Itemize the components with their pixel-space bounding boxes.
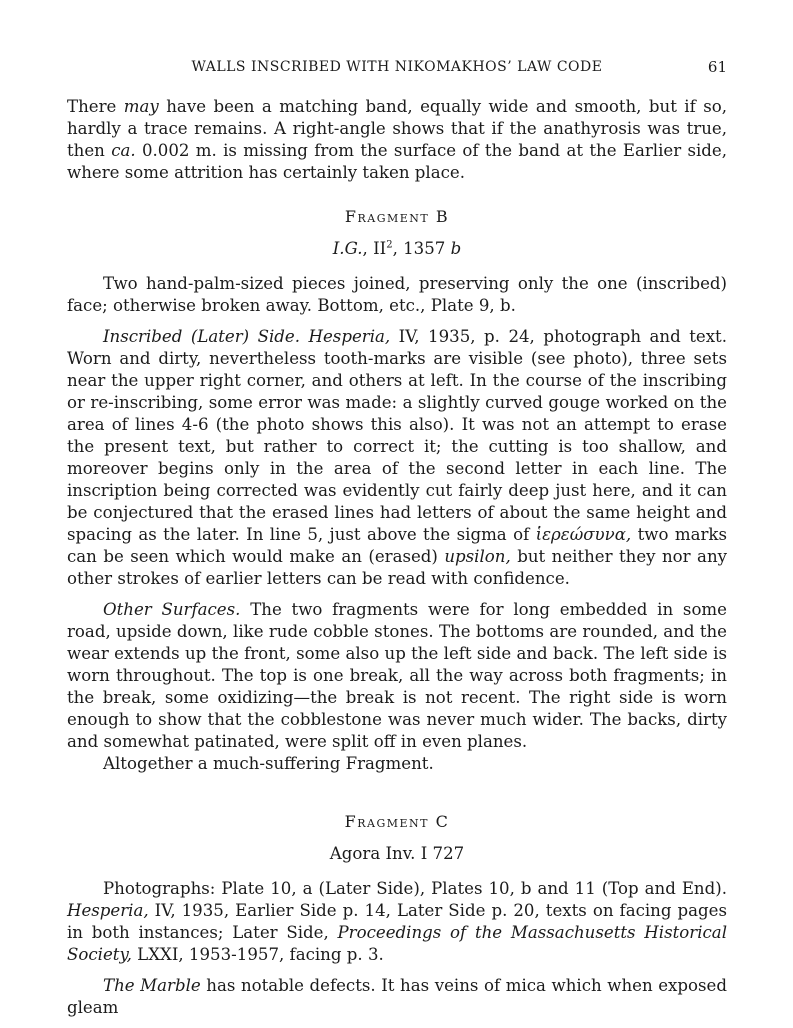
- fragment-b-reference: [67, 238, 727, 260]
- text-run: two marks can be seen which would make an (erased): [67, 525, 728, 566]
- ig-letter: b: [450, 239, 462, 258]
- emphasis-ca: ca.: [111, 141, 136, 160]
- text-run: have been a matching band, equally wide and smooth, but if so, hardly a trace remains. A right-angle shows that if the anathyrosis was true, then: [67, 97, 727, 160]
- running-title: WALLS INSCRIBED WITH NIKOMAKHOS’ LAW CODE: [191, 59, 603, 75]
- ig-abbrev: I.G.: [332, 239, 363, 258]
- ig-number: , 1357: [392, 239, 451, 258]
- fragment-c-reference: Agora Inv. I 727: [329, 844, 465, 863]
- section-lead: The Marble: [103, 976, 201, 995]
- journal-title: Hesperia,: [67, 901, 149, 920]
- running-head: [67, 56, 727, 80]
- fragment-b-heading: Fragment B: [344, 207, 450, 226]
- fragment-c-para-1: [67, 878, 727, 966]
- fragment-b-para-4: Altogether a much-suffering Fragment.: [103, 754, 434, 773]
- text-run: has notable defects. It has veins of mica which when exposed gleam: [67, 976, 727, 1017]
- text-run: There: [67, 97, 124, 116]
- fragment-c-para-2: [67, 975, 727, 1019]
- fragment-b-para-2: [67, 326, 727, 590]
- fragment-b-para-3: [67, 599, 727, 753]
- text-run: [300, 327, 309, 346]
- section-lead: Inscribed (Later) Side.: [103, 327, 301, 346]
- continued-paragraph: [67, 96, 727, 184]
- emphasis-upsilon: upsilon,: [444, 547, 511, 566]
- text-run: IV, 1935, Earlier Side p. 14, Later Side p. 20, texts on facing pages in both instances; Later Side,: [67, 901, 727, 942]
- text-run: Photographs: Plate 10, a (Later Side), Plates 10, b and 11 (Top and End).: [103, 879, 727, 898]
- fragment-c-heading: Fragment C: [344, 812, 450, 831]
- page-number: 61: [707, 58, 727, 76]
- text-run: but neither they nor any other strokes of earlier letters can be read with confidence.: [67, 547, 728, 588]
- fragment-b-para-1: Two hand-palm-sized pieces joined, preserving only the one (inscribed) face; otherwise broken away. Bottom, etc., Plate 9, b.: [67, 274, 727, 315]
- ig-edition-sup: 2: [386, 239, 393, 251]
- journal-title: Hesperia,: [308, 327, 391, 346]
- ig-volume: , II: [362, 239, 387, 258]
- proceedings-title: Proceedings of the Massachusetts Historical Society,: [67, 923, 727, 964]
- text-run: 0.002 m. is missing from the surface of the band at the Earlier side, where some attrition has certainly taken place.: [67, 141, 728, 182]
- greek-word: ἱερεώσυνα,: [535, 525, 632, 544]
- text-run: IV, 1935, p. 24, photograph and text. Worn and dirty, nevertheless tooth-marks are visible (see photo), three sets near the upper right corner, and others at left. In the course of the inscribing or re-inscribing, some error was made: a slightly curved gouge worked on the area of lines 4-6 (the photo shows this also). It was not an attempt to erase the present text, but rather to correct it; the cutting is too shallow, and moreover begins only in the area of the second letter in each line. The inscription being corrected was evidently cut fairly deep just here, and it can be conjectured that the erased lines had letters of about the same height and spacing as the later. In line 5, just above the sigma of: [67, 327, 728, 544]
- text-run: The two fragments were for long embedded in some road, upside down, like rude cobble stones. The bottoms are rounded, and the wear extends up the front, some also up the left side and back. The left side is worn throughout. The top is one break, all the way across both fragments; in the break, some oxidizing—the break is not recent. The right side is worn enough to show that the cobblestone was never much wider. The backs, dirty and somewhat patinated, were split off in even planes.: [67, 600, 727, 751]
- text-run: LXXI, 1953-1957, facing p. 3.: [131, 945, 384, 964]
- emphasis-may: may: [123, 97, 159, 116]
- page: [67, 56, 727, 1028]
- section-lead: Other Surfaces.: [103, 600, 241, 619]
